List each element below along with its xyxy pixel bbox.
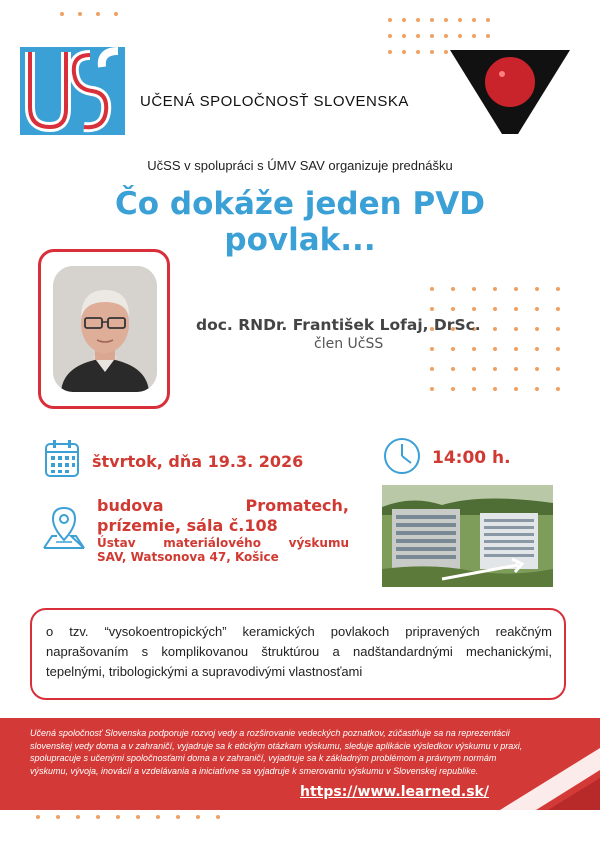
speaker-photo [53, 266, 157, 392]
speaker-name: doc. RNDr. František Lofaj, DrSc. [196, 316, 481, 334]
event-date: štvrtok, dňa 19.3. 2026 [92, 452, 304, 471]
speaker-photo-frame [38, 249, 170, 409]
footer-banner [0, 718, 600, 810]
event-place-line2: prízemie, sála č.108 [97, 516, 278, 535]
event-place-line4: SAV, Watsonova 47, Košice [97, 550, 279, 564]
clock-icon [382, 436, 422, 480]
lecture-title-line1: Čo dokáže jeden PVD [115, 186, 485, 222]
event-place-line3: Ústav materiálového výskumu [97, 536, 349, 550]
footer-text: Učená spoločnosť Slovenska podporuje rozvoj vedy a rozširovanie vedeckých poznatkov, zúčastňuje sa na reprezentácii slovenskej vedy doma a v zahraničí, vyjadruje sa k etickým otázkam výskumu, sleduje aplikácie výsledkov výskumu v praxi, spolupracuje s učenými spoločnosťami doma a v zahraničí, vyjadruje sa k základným problémom a právnym normám výskumu, vývoja, inovácií a vzdelávania a iniciatívne sa vyjadruje k smerovaniu výskumu v Slovenskej republike. [30, 728, 523, 776]
umv-sav-logo [450, 48, 570, 136]
dots-bottom-left [36, 815, 220, 819]
lecture-description-box [30, 608, 566, 700]
event-place-line1: budova Promatech, [97, 496, 349, 515]
calendar-icon [44, 438, 80, 482]
event-subtitle: UčSS v spolupráci s ÚMV SAV organizuje prednášku [147, 158, 453, 173]
dots-top-left-small [60, 12, 118, 16]
lecture-description: o tzv. “vysokoentropických” keramických povlakoch pripravených reakčným naprašovaním s komplikovanou štruktúrou a nadštandardnými mechanickými, tepelnými, tribologickými a supravodivými vlastnosťami [46, 624, 552, 679]
ucss-logo [20, 47, 125, 135]
speaker-role: člen UčSS [314, 336, 384, 352]
lecture-title [60, 186, 540, 258]
lecture-title-line2: povlak... [224, 222, 376, 258]
event-time: 14:00 h. [432, 448, 511, 468]
building-photo [382, 485, 553, 587]
society-title: UČENÁ SPOLOČNOSŤ SLOVENSKA [140, 93, 409, 110]
website-link[interactable]: https://www.learned.sk/ [300, 784, 489, 800]
dots-middle-right [430, 287, 560, 391]
location-map-icon [42, 506, 86, 556]
